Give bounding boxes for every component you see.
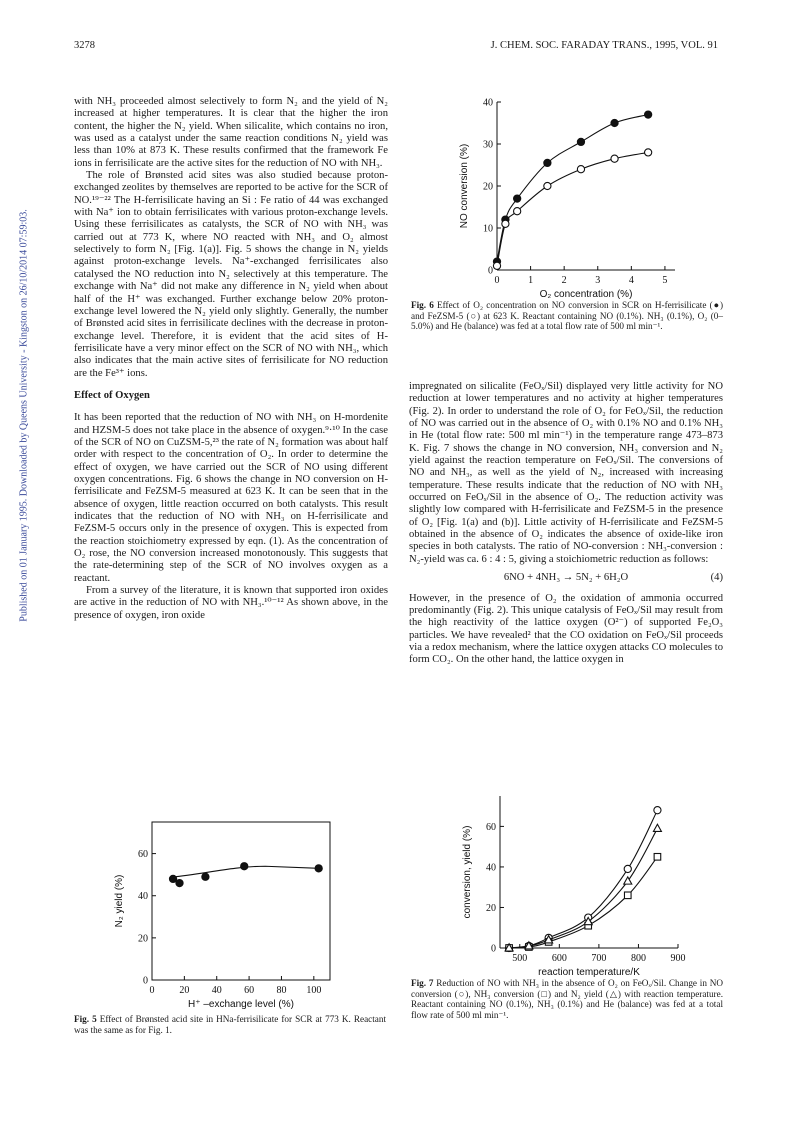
figure-6-chart <box>455 90 705 300</box>
x-tick-label: 700 <box>591 953 607 964</box>
x-tick-label: 100 <box>306 985 322 996</box>
caption-label: Fig. 6 <box>411 300 434 310</box>
figure-7-caption <box>411 978 723 1020</box>
x-tick-label: 900 <box>670 953 686 964</box>
caption-label: Fig. 7 <box>411 978 434 988</box>
left-column <box>74 96 388 622</box>
x-tick-label: 3 <box>595 275 601 286</box>
y-tick-label: 0 <box>491 943 496 955</box>
data-point <box>645 111 652 118</box>
journal-reference: J. CHEM. SOC. FARADAY TRANS., 1995, VOL. 91 <box>490 40 718 51</box>
section-heading: Effect of Oxygen <box>74 389 150 401</box>
figure-6-caption <box>411 300 723 332</box>
data-point <box>241 863 248 870</box>
caption-text: Effect of O₂ concentration on NO conversion in SCR on H-ferrisilicate (●) and FeZSM-5 (○) at 623 K. Reactant containing NO (0.1%). NH₃ (0.1%), O₂ (0–5.0%) and He (balance) was fed at a total flow rate of 500 ml min⁻¹. <box>411 300 724 332</box>
data-point <box>493 262 500 269</box>
y-axis-label: conversion, yield (%) <box>462 825 473 919</box>
y-tick-label: 60 <box>486 821 496 833</box>
data-point <box>502 220 509 227</box>
equation-text: 6NO + 4NH₃ → 5N₂ + 6H₂O <box>503 572 629 584</box>
data-point <box>611 119 618 126</box>
caption-text: Effect of Brønsted acid site in HNa-ferrisilicate for SCR at 773 K. Reactant was the same as for Fig. 1. <box>74 1014 387 1035</box>
data-point <box>176 879 183 886</box>
y-tick-label: 10 <box>483 223 493 235</box>
x-tick-label: 20 <box>179 985 190 996</box>
x-tick-label: 800 <box>630 953 646 964</box>
paragraph: impregnated on silicalite (FeOₓ/Sil) displayed very little activity for NO reduction at lower temperatures and no activity at higher temperatures (Fig. 2). In order to understand the role of O₂ for FeOₓ/Sil, the reduction of NO was carried out in the absence of O₂ with 0.1% NO and 0.1% NH₃ in He (total flow rate: 500 ml min⁻¹) in the temperature range 473–873 K. Fig. 7 shows the change in NO conversion, NH₃ conversion and N₂ yield against the reaction temperature on FeOₓ/Sil. The conversions of NO and NH₃, as well as the yield of N₂, increased with increasing temperature. These results indicate that the reduction of NO with NH₃ occurred on FeOₓ/Sil in the absence of O₂. The reduction activity was slightly low compared with H-ferrisilicate and FeZSM-5 in the presence of O₂ [Fig. 1(a) and (b)]. Little activity of H-ferrisilicate and FeZSM-5 obtained in the absence of O₂ indicates the absence of oxide-like iron species in both catalysts. The ratio of NO-conversion : NH₃-conversion : N₂-yield was ca. 6 : 4 : 5, giving a stoichiometric reduction as follows: <box>409 381 723 565</box>
y-tick-label: 40 <box>138 891 148 903</box>
x-tick-label: 5 <box>662 275 668 286</box>
data-point <box>577 166 584 173</box>
data-point <box>653 824 661 831</box>
x-tick-label: 4 <box>628 275 634 286</box>
page-number: 3278 <box>74 40 95 51</box>
figure-7-chart <box>460 790 700 980</box>
series-line <box>497 115 648 262</box>
series-line <box>509 810 657 948</box>
data-point <box>624 892 631 899</box>
paragraph: with NH₃ proceeded almost selectively to form N₂ and the yield of N₂ increased at higher temperatures. It is clear that the higher the iron content, the higher the N₂ yield. When silicalite, which contains no iron, was used as a catalyst under the same reaction conditions N₂ yield was less than 10% at 873 K. These results confirmed that the framework Fe ions in ferrisilicate are the active sites for the reduction of NO with NH₃. <box>74 96 388 169</box>
data-point <box>514 208 521 215</box>
x-tick-label: 2 <box>561 275 567 286</box>
y-tick-label: 60 <box>138 849 148 861</box>
right-column <box>409 381 723 667</box>
data-point <box>544 159 551 166</box>
data-point <box>645 149 652 156</box>
y-axis-label: NO conversion (%) <box>459 143 470 229</box>
caption-label: Fig. 5 <box>74 1014 97 1024</box>
x-tick-label: 40 <box>211 985 222 996</box>
equation-number: (4) <box>710 572 723 584</box>
y-tick-label: 20 <box>483 181 493 193</box>
caption-text: Reduction of NO with NH₃ in the absence of O₂ on FeOₓ/Sil. Change in NO conversion (○), NH₃ conversion (□) and N₂ yield (△) with reaction temperature. Reactant containing NO (0.1%), NH₃ (0.1%) and He (balance) was fed at a total flow rate of 500 ml min⁻¹. <box>411 978 724 1020</box>
paragraph: The role of Brønsted acid sites was also studied because proton-exchanged zeolites by themselves are reported to be active for the SCR of NO.¹⁹⁻²² The H-ferrisilicate having an Si : Fe ratio of 44 was exchanged with Na⁺ ion to obtain ferrisilicates with various proton-exchange levels. Using these ferrisilicates as catalysts, the SCR of NO with NH₃ was carried out at 773 K, where NO reacted with NH₃ and O₂ almost selectively to form N₂ [Fig. 1(a)]. Fig. 5 shows the change in N₂ yields against proton-exchange levels. Na⁺-exchanged ferrisilicates also catalysed the NO reduction into N₂ selectively at this temperature. The exchange with Na⁺ did not make any difference in N₂ yield when about half of the H⁺ was exchanged. Further exchange below 20% proton-exchange level lowered the N₂ yield only slightly. Generally, the number of Brønsted acid sites in ferrisilicate declines with the decrease in proton-exchange level. Therefore, it is evident that the acid sites of H-ferrisilicate have a very minor effect on the SCR of NO with NH₃, which also indicates that the main active sites of ferrisilicate for NO reduction are the Fe³⁺ ions. <box>74 170 388 379</box>
x-tick-label: 1 <box>528 275 534 286</box>
data-point <box>202 873 209 880</box>
x-axis-label: reaction temperature/K <box>538 967 640 978</box>
x-tick-label: 80 <box>276 985 287 996</box>
y-tick-label: 20 <box>138 933 148 945</box>
y-axis-label: N₂ yield (%) <box>114 874 125 928</box>
data-point <box>611 155 618 162</box>
series-line <box>509 828 657 948</box>
data-point <box>624 865 631 872</box>
paragraph: However, in the presence of O₂ the oxidation of ammonia occurred predominantly (Fig. 2). This unique catalysis of FeOₓ/Sil may result from the high reactivity of the lattice oxygen (O²⁻) of supported Fe₂O₃ particles. We have revealed² that the CO oxidation on FeOₓ/Sil proceeds via a redox mechanism, where the lattice oxygen attacks CO molecules to form CO₂. On the other hand, the lattice oxygen in <box>409 592 723 666</box>
figure-5-caption <box>74 1014 386 1035</box>
x-tick-label: 0 <box>494 275 500 286</box>
download-watermark: Published on 01 January 1995. Downloaded by Queens University - Kingston on 26/10/2014 07:59:03. <box>18 209 30 622</box>
x-tick-label: 0 <box>149 985 155 996</box>
data-point <box>654 807 661 814</box>
y-tick-label: 40 <box>486 862 496 874</box>
y-tick-label: 0 <box>143 975 148 987</box>
x-tick-label: 500 <box>512 953 528 964</box>
data-point <box>315 865 322 872</box>
data-point <box>654 854 661 861</box>
data-point <box>514 195 521 202</box>
data-point <box>169 875 176 882</box>
figure-5-chart <box>108 812 348 1012</box>
data-point <box>544 182 551 189</box>
x-tick-label: 60 <box>244 985 255 996</box>
x-axis-label: H⁺ –exchange level (%) <box>188 999 294 1010</box>
y-tick-label: 0 <box>488 265 493 277</box>
paragraph: From a survey of the literature, it is known that supported iron oxides are active in the reduction of NO with NH₃.¹⁰⁻¹² As shown above, in the presence of oxygen, iron oxide <box>74 585 388 621</box>
y-tick-label: 30 <box>483 139 493 151</box>
y-tick-label: 40 <box>483 97 493 109</box>
plot-frame <box>152 822 330 980</box>
x-axis-label: O₂ concentration (%) <box>539 289 633 300</box>
paragraph: It has been reported that the reduction of NO with NH₃ on H-mordenite and HZSM-5 does not take place in the absence of oxygen.⁹·¹⁰ In the case of the SCR of NO on CuZSM-5,²³ the rate of N₂ formation was about half order with respect to the concentration of O₂. In order to determine the effect of oxygen, we have carried out the SCR of NO using different oxygen concentrations. Fig. 6 shows the change in NO conversion on H-ferrisilicate and FeZSM-5 measured at 623 K. It can be seen that in the absence of oxygen, little reaction occurred on both catalysts. This result indicates that the reduction of NO with NH₃ on H-ferrisilicate and FeZSM-5 occurs only in the presence of oxygen. This is expected from the reaction stoichiometry expressed by eqn. (1). As the concentration of O₂ rose, the NO conversion increased monotonously. This suggests that the rate-determining step of the SCR of NO involves oxygen as a reactant. <box>74 412 388 584</box>
data-point <box>577 138 584 145</box>
x-tick-label: 600 <box>551 953 567 964</box>
page-header <box>74 40 718 54</box>
y-tick-label: 20 <box>486 902 496 914</box>
equation <box>409 572 723 584</box>
